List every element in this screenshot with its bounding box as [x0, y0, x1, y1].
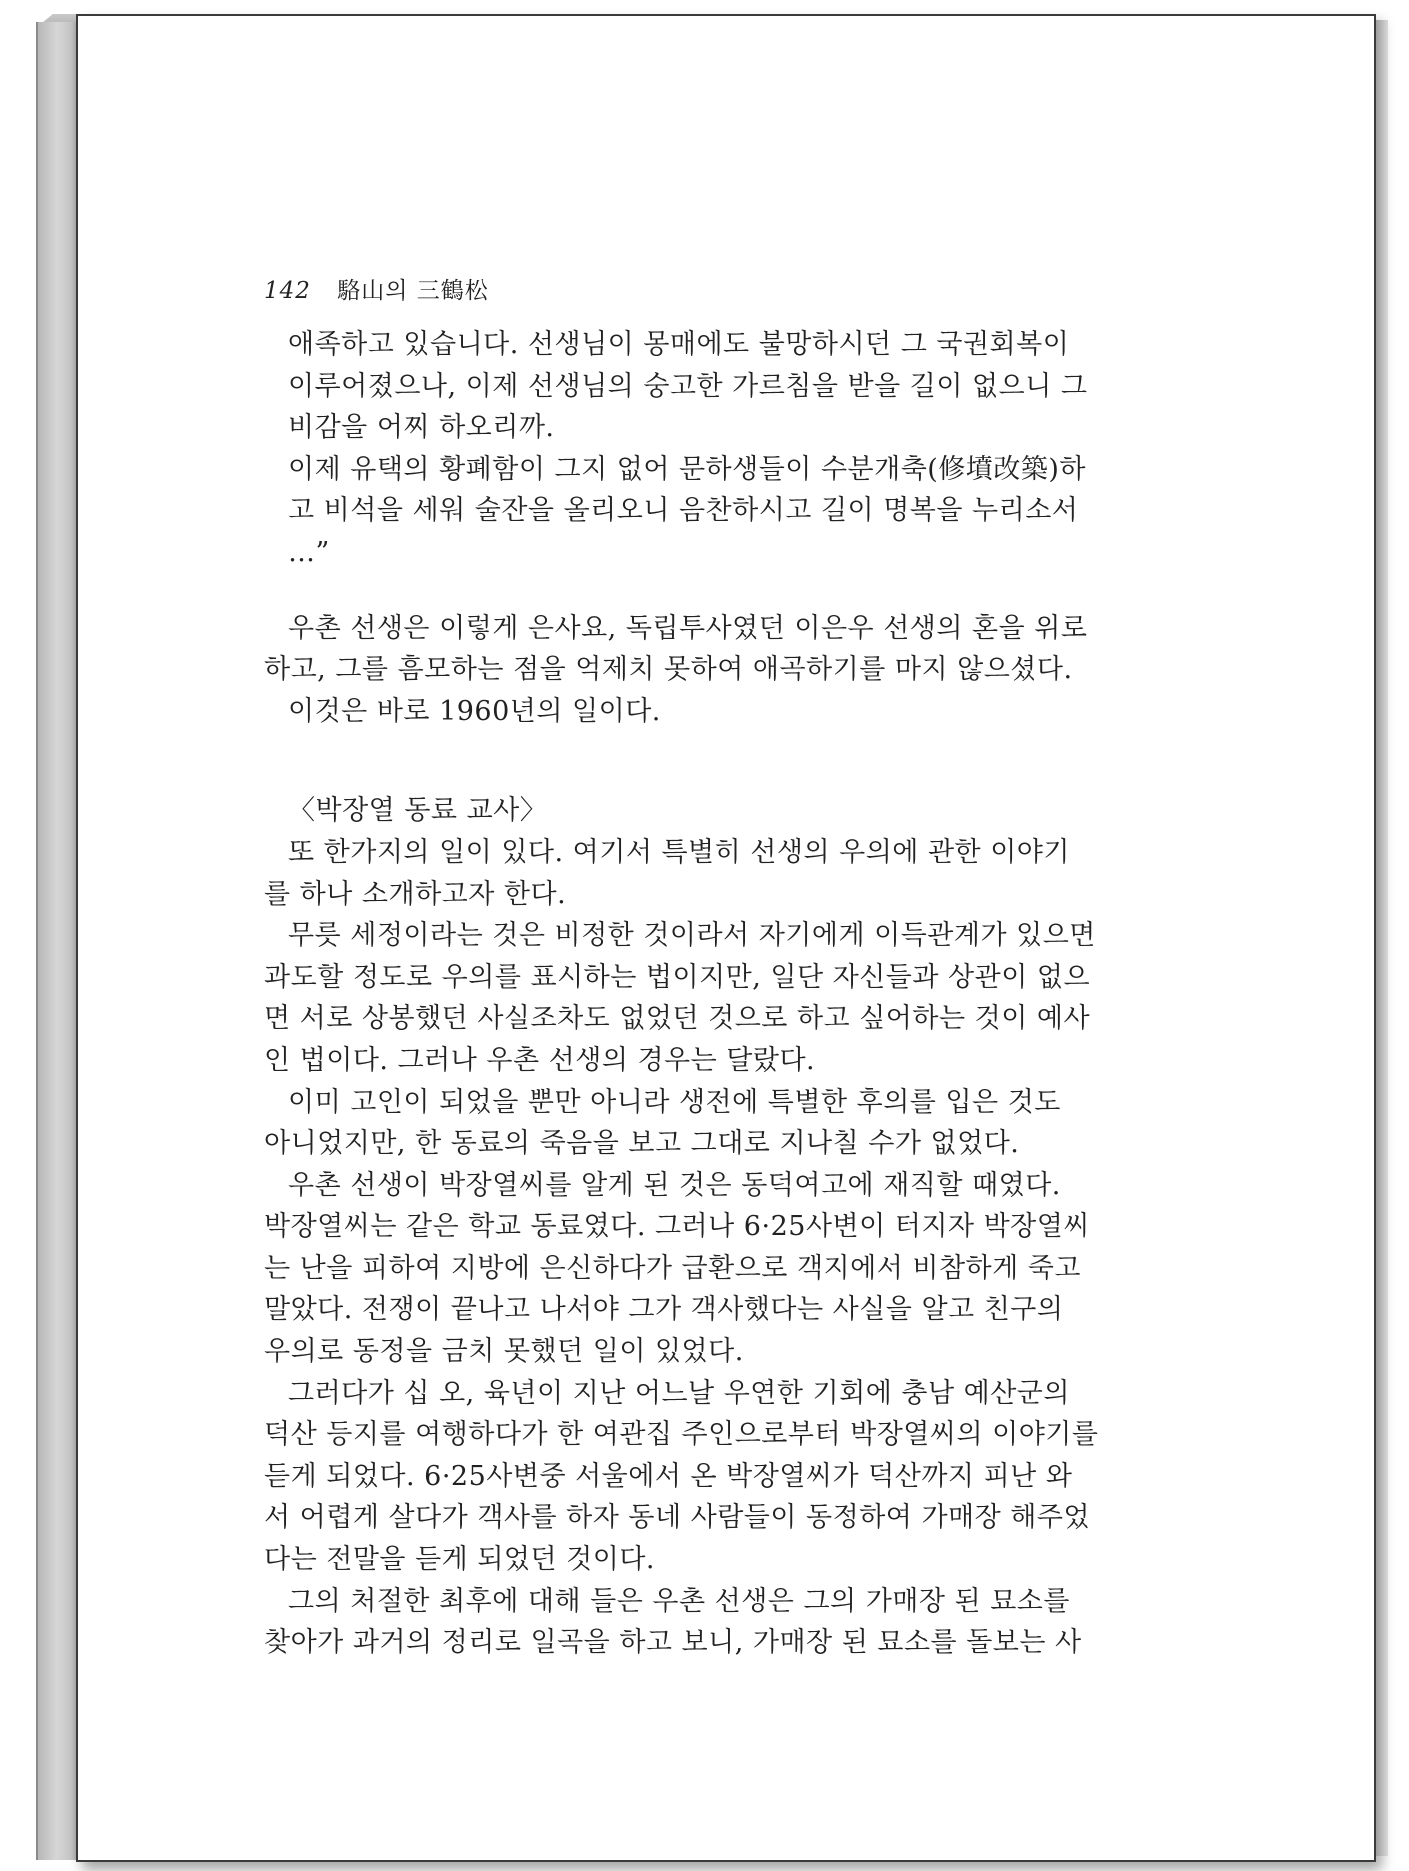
text-line: 하고, 그를 흠모하는 점을 억제치 못하여 애곡하기를 마지 않으셨다. [264, 654, 1073, 686]
text-line: 인 법이다. 그러나 우촌 선생의 경우는 달랐다. [264, 1044, 816, 1076]
text-line: 이미 고인이 되었을 뿐만 아니라 생전에 특별한 후의를 입은 것도 [288, 1086, 1061, 1118]
text-line: …” [288, 536, 330, 568]
text-line: 말았다. 전쟁이 끝나고 나서야 그가 객사했다는 사실을 알고 친구의 [264, 1294, 1064, 1326]
text-line: 서 어렵게 살다가 객사를 하자 동네 사람들이 동정하여 가매장 해주었 [264, 1502, 1091, 1534]
text-line: 과도할 정도로 우의를 표시하는 법이지만, 일단 자신들과 상관이 없으 [264, 961, 1091, 993]
paragraph [264, 832, 1126, 1664]
text-line: 비감을 어찌 하오리까. [288, 412, 555, 444]
page-body [264, 324, 1126, 1664]
text-line: 그의 처절한 최후에 대해 들은 우촌 선생은 그의 가매장 된 묘소를 [288, 1585, 1070, 1617]
text-line: 이루어졌으나, 이제 선생님의 숭고한 가르침을 받을 길이 없으니 그 [288, 370, 1088, 402]
letter-quote [264, 324, 1126, 574]
text-line: 고 비석을 세워 술잔을 올리오니 음찬하시고 길이 명복을 누리소서 [288, 495, 1079, 527]
text-line: 우촌 선생은 이렇게 은사요, 독립투사였던 이은우 선생의 혼을 위로 [288, 612, 1088, 644]
text-line: 를 하나 소개하고자 한다. [264, 878, 567, 910]
text-line: 면 서로 상봉했던 사실조차도 없었던 것으로 하고 싶어하는 것이 예사 [264, 1003, 1091, 1035]
text-line: 이것은 바로 1960년의 일이다. [288, 695, 661, 727]
text-line: 는 난을 피하여 지방에 은신하다가 급환으로 객지에서 비참하게 죽고 [264, 1252, 1081, 1284]
running-header [264, 272, 489, 305]
book-title: 駱山의 三鶴松 [337, 278, 489, 304]
page-number: 142 [264, 278, 311, 304]
text-line: 그러다가 십 오, 육년이 지난 어느날 우연한 기회에 충남 예산군의 [288, 1377, 1070, 1409]
text-line: 우촌 선생이 박장열씨를 알게 된 것은 동덕여고에 재직할 때였다. [288, 1169, 1061, 1201]
text-line: 무릇 세정이라는 것은 비정한 것이라서 자기에게 이득관계가 있으면 [288, 920, 1096, 952]
paragraph [264, 608, 1126, 733]
text-line: 듣게 되었다. 6·25사변중 서울에서 온 박장열씨가 덕산까지 피난 와 [264, 1460, 1073, 1492]
text-line: 이제 유택의 황폐함이 그지 없어 문하생들이 수분개축(修墳改築)하 [288, 453, 1086, 485]
text-line: 박장열씨는 같은 학교 동료였다. 그러나 6·25사변이 터지자 박장열씨 [264, 1211, 1090, 1243]
text-line: 다는 전말을 듣게 되었던 것이다. [264, 1544, 655, 1576]
text-line: 덕산 등지를 여행하다가 한 여관집 주인으로부터 박장열씨의 이야기를 [264, 1419, 1099, 1451]
book-spine [36, 22, 80, 1860]
page-edge [1376, 20, 1388, 1856]
text-line: 아니었지만, 한 동료의 죽음을 보고 그대로 지나칠 수가 없었다. [264, 1128, 1020, 1160]
text-line: 찾아가 과거의 정리로 일곡을 하고 보니, 가매장 된 묘소를 돌보는 사 [264, 1627, 1082, 1659]
section-heading: 〈박장열 동료 교사〉 [288, 795, 548, 827]
text-line: 애족하고 있습니다. 선생님이 몽매에도 불망하시던 그 국권회복이 [288, 329, 1070, 360]
text-line: 우의로 동정을 금치 못했던 일이 있었다. [264, 1336, 744, 1368]
text-line: 또 한가지의 일이 있다. 여기서 특별히 선생의 우의에 관한 이야기 [288, 836, 1070, 868]
